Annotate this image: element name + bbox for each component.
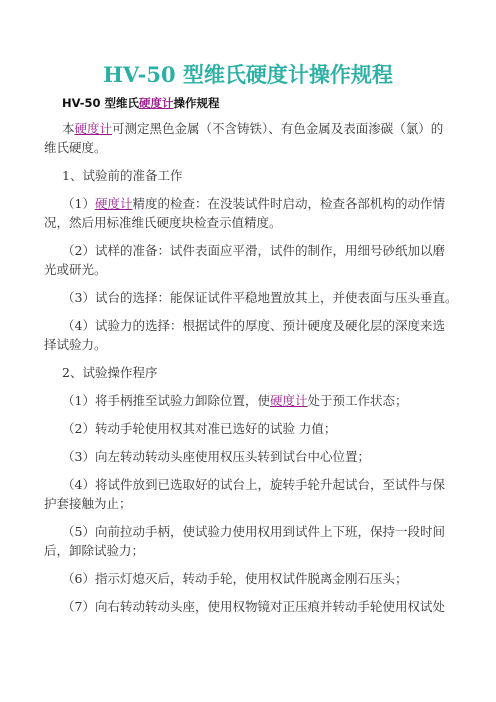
body-line bbox=[62, 449, 370, 465]
line-text: （1）将手柄推至试验力卸除位置，使 bbox=[62, 393, 270, 408]
line-text: 可测定黑色金属（不含铸铁）、有色金属及表面渗碳（氯）的 bbox=[112, 121, 444, 136]
body-line bbox=[44, 337, 107, 353]
line-text: （3）向左转动转动头座使用权压头转到试台中心位置； bbox=[62, 449, 370, 464]
body-line bbox=[62, 318, 445, 334]
body-line bbox=[62, 393, 408, 409]
body-line bbox=[62, 365, 157, 381]
line-text: （6）指示灯熄灭后，转动手轮，使用权试件脱离金刚石压头； bbox=[62, 571, 408, 586]
line-text: 2、试验操作程序 bbox=[62, 365, 158, 380]
body-line bbox=[44, 496, 132, 512]
line-text: （7）向右转动转动头座，使用权物镜对正压痕并转动手轮使用权试处 bbox=[62, 599, 445, 614]
line-text: 光或研光。 bbox=[44, 262, 107, 277]
body-line bbox=[44, 262, 107, 278]
body-line bbox=[62, 571, 407, 587]
body-line bbox=[62, 421, 336, 437]
body-line bbox=[62, 243, 445, 259]
line-text: 护套接触为止； bbox=[44, 496, 132, 511]
line-text: 后，卸除试验力； bbox=[44, 543, 145, 558]
line-text: （2）转动手轮使用权其对准已选好的试验 力值； bbox=[62, 421, 337, 436]
body-line bbox=[62, 196, 445, 212]
line-text: 况，然后用标准维氏硬度块检查示值精度。 bbox=[44, 215, 282, 230]
body-line bbox=[62, 599, 445, 615]
line-text: （4）将试件放到已选取好的试台上，旋转手轮升起试台，至试件与保 bbox=[62, 477, 445, 492]
line-text: 1、试验前的准备工作 bbox=[62, 168, 183, 183]
line-text: 维氏硬度。 bbox=[44, 140, 107, 155]
body-line bbox=[62, 168, 182, 184]
subtitle-link[interactable]: 硬度计 bbox=[138, 96, 174, 110]
body-line bbox=[62, 290, 457, 306]
body-line bbox=[44, 215, 282, 231]
body-line bbox=[62, 524, 445, 540]
line-text: 处于预工作状态； bbox=[307, 393, 408, 408]
line-text: 本 bbox=[62, 121, 75, 136]
line-text: （2）试样的准备：试件表面应平滑，试件的制作，用细号砂纸加以磨 bbox=[62, 243, 445, 258]
body-line bbox=[44, 543, 144, 559]
body-line bbox=[62, 121, 443, 137]
body-line bbox=[44, 140, 107, 156]
line-text: （3）试台的选择：能保证试件平稳地置放其上，并使表面与压头垂直。 bbox=[62, 290, 458, 305]
document-title: HV-50 型维氏硬度计操作规程 bbox=[103, 62, 393, 87]
body-line bbox=[62, 477, 445, 493]
subtitle-suffix: 操作规程 bbox=[173, 96, 220, 110]
line-text: 择试验力。 bbox=[44, 337, 107, 352]
line-text: （5）向前拉动手柄，使试验力使用权用到试件上下班，保持一段时间 bbox=[62, 524, 445, 539]
line-text: （1） bbox=[62, 196, 95, 211]
document-subtitle bbox=[62, 96, 219, 110]
line-text: （4）试验力的选择：根据试件的厚度、预计硬度及硬化层的深度来选 bbox=[62, 318, 445, 333]
hardness-tester-link[interactable]: 硬度计 bbox=[94, 196, 133, 211]
line-text: 精度的检查：在没装试件时启动，检查各部机构的动作情 bbox=[132, 196, 445, 211]
subtitle-prefix: HV-50 型维氏 bbox=[62, 96, 139, 110]
hardness-tester-link[interactable]: 硬度计 bbox=[74, 121, 113, 136]
hardness-tester-link[interactable]: 硬度计 bbox=[269, 393, 308, 408]
